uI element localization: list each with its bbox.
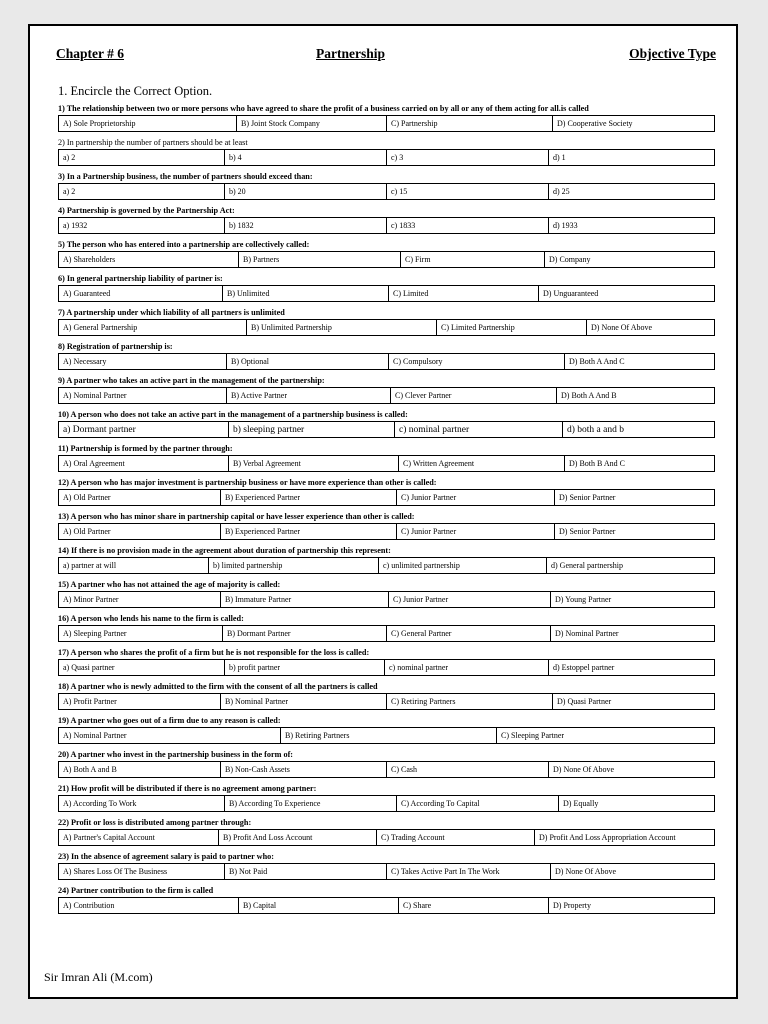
answer-option[interactable]: D) None Of Above <box>587 320 715 336</box>
question-text: 14) If there is no provision made in the agreement about duration of partnership this represent: <box>58 546 391 555</box>
options-row <box>58 557 715 574</box>
answer-option[interactable]: D) Nominal Partner <box>551 626 715 642</box>
answer-option[interactable]: A) Profit Partner <box>59 694 221 710</box>
question-text: 16) A person who lends his name to the firm is called: <box>58 614 244 623</box>
answer-option[interactable]: C) Partnership <box>387 116 553 132</box>
options-row <box>58 489 715 506</box>
question-text: 4) Partnership is governed by the Partnership Act: <box>58 206 235 215</box>
answer-option[interactable]: D) Senior Partner <box>555 524 715 540</box>
answer-option[interactable]: A) Nominal Partner <box>59 728 281 744</box>
answer-option[interactable]: A) Sleeping Partner <box>59 626 223 642</box>
question-text: 10) A person who does not take an active part in the management of a partnership business is called: <box>58 410 408 419</box>
answer-option[interactable]: B) Unlimited <box>223 286 389 302</box>
answer-option[interactable]: A) Guaranteed <box>59 286 223 302</box>
answer-option[interactable]: a) Dormant partner <box>59 422 229 438</box>
page-header <box>56 46 716 68</box>
question-text: 15) A partner who has not attained the age of majority is called: <box>58 580 281 589</box>
question-text: 8) Registration of partnership is: <box>58 342 173 351</box>
answer-option[interactable]: C) Takes Active Part In The Work <box>387 864 551 880</box>
options-row <box>58 795 715 812</box>
answer-option[interactable]: B) Experienced Partner <box>221 524 397 540</box>
section-instruction: 1. Encircle the Correct Option. <box>58 84 213 98</box>
answer-option[interactable]: D) Both B And C <box>565 456 715 472</box>
answer-option[interactable]: A) General Partnership <box>59 320 247 336</box>
answer-option[interactable]: c) nominal partner <box>385 660 549 676</box>
answer-option[interactable]: A) According To Work <box>59 796 225 812</box>
question-text: 7) A partnership under which liability of all partners is unlimited <box>58 308 285 317</box>
question-text: 12) A person who has major investment is partnership business or have more experience than other is called: <box>58 478 437 487</box>
answer-option[interactable]: b) profit partner <box>225 660 385 676</box>
answer-option[interactable]: D) Young Partner <box>551 592 715 608</box>
question-text: 9) A partner who takes an active part in the management of the partnership: <box>58 376 325 385</box>
answer-option[interactable]: a) partner at will <box>59 558 209 574</box>
answer-option[interactable]: B) According To Experience <box>225 796 397 812</box>
answer-option[interactable]: B) Experienced Partner <box>221 490 397 506</box>
options-row <box>58 455 715 472</box>
options-row <box>58 625 715 642</box>
answer-option[interactable]: B) Joint Stock Company <box>237 116 387 132</box>
question-text: 6) In general partnership liability of partner is: <box>58 274 223 283</box>
options-row <box>58 591 715 608</box>
answer-option[interactable]: b) 20 <box>225 184 387 200</box>
options-row <box>58 251 715 268</box>
answer-option[interactable]: D) None Of Above <box>551 864 715 880</box>
chapter-label: Chapter # 6 <box>56 46 125 61</box>
answer-option[interactable]: D) Both A And B <box>557 388 715 404</box>
answer-option[interactable]: D) Property <box>549 898 715 914</box>
options-row <box>58 217 715 234</box>
question-text: 18) A partner who is newly admitted to the firm with the consent of all the partners is called <box>58 682 378 691</box>
answer-option[interactable]: C) Retiring Partners <box>387 694 553 710</box>
question-type-label: Objective Type <box>629 46 716 61</box>
answer-option[interactable]: c) 15 <box>387 184 549 200</box>
answer-option[interactable]: A) Minor Partner <box>59 592 221 608</box>
answer-option[interactable]: a) Quasi partner <box>59 660 225 676</box>
answer-option[interactable]: B) Retiring Partners <box>281 728 497 744</box>
question-text: 17) A person who shares the profit of a firm but he is not responsible for the loss is called: <box>58 648 370 657</box>
answer-option[interactable]: C) Junior Partner <box>389 592 551 608</box>
answer-option[interactable]: C) Junior Partner <box>397 490 555 506</box>
answer-option[interactable]: d) 1 <box>549 150 715 166</box>
options-row <box>58 761 715 778</box>
answer-option[interactable]: C) Clever Partner <box>391 388 557 404</box>
author-footer: Sir Imran Ali (M.com) <box>44 970 153 984</box>
options-row <box>58 319 715 336</box>
options-row <box>58 523 715 540</box>
answer-option[interactable]: C) General Partner <box>387 626 551 642</box>
options-row <box>58 285 715 302</box>
question-text: 19) A partner who goes out of a firm due to any reason is called: <box>58 716 281 725</box>
answer-option[interactable]: A) Sole Proprietorship <box>59 116 237 132</box>
answer-option[interactable]: B) Non-Cash Assets <box>221 762 387 778</box>
question-text: 2) In partnership the number of partners should be at least <box>58 138 248 147</box>
answer-option[interactable]: D) Senior Partner <box>555 490 715 506</box>
options-row <box>58 353 715 370</box>
answer-option[interactable]: B) Verbal Agreement <box>229 456 399 472</box>
answer-option[interactable]: C) Firm <box>401 252 545 268</box>
answer-option[interactable]: b) 1832 <box>225 218 387 234</box>
answer-option[interactable]: c) 1833 <box>387 218 549 234</box>
question-text: 5) The person who has entered into a partnership are collectively called: <box>58 240 310 249</box>
answer-option[interactable]: D) Profit And Loss Appropriation Account <box>535 830 715 846</box>
question-text: 23) In the absence of agreement salary is paid to partner who: <box>58 852 274 861</box>
answer-option[interactable]: b) limited partnership <box>209 558 379 574</box>
answer-option[interactable]: B) Capital <box>239 898 399 914</box>
answer-option[interactable]: C) Share <box>399 898 549 914</box>
answer-option[interactable]: D) Equally <box>559 796 715 812</box>
answer-option[interactable]: D) Both A And C <box>565 354 715 370</box>
question-text: 11) Partnership is formed by the partner through: <box>58 444 233 453</box>
answer-option[interactable]: A) Old Partner <box>59 524 221 540</box>
question-text: 22) Profit or loss is distributed among partner through: <box>58 818 252 827</box>
answer-option[interactable]: B) Nominal Partner <box>221 694 387 710</box>
answer-option[interactable]: c) nominal partner <box>395 422 563 438</box>
answer-option[interactable]: A) Old Partner <box>59 490 221 506</box>
question-text: 20) A partner who invest in the partnership business in the form of: <box>58 750 294 759</box>
answer-option[interactable]: c) unlimited partnership <box>379 558 547 574</box>
answer-option[interactable]: B) Active Partner <box>227 388 391 404</box>
answer-option[interactable]: d) both a and b <box>563 422 715 438</box>
answer-option[interactable]: B) Not Paid <box>225 864 387 880</box>
answer-option[interactable]: a) 2 <box>59 184 225 200</box>
answer-option[interactable]: C) Limited Partnership <box>437 320 587 336</box>
options-row <box>58 115 715 132</box>
answer-option[interactable]: a) 2 <box>59 150 225 166</box>
answer-option[interactable]: b) sleeping partner <box>229 422 395 438</box>
answer-option[interactable]: D) Quasi Partner <box>553 694 715 710</box>
answer-option[interactable]: C) Trading Account <box>377 830 535 846</box>
answer-option[interactable]: B) Partners <box>239 252 401 268</box>
options-row <box>58 387 715 404</box>
answer-option[interactable]: A) Partner's Capital Account <box>59 830 219 846</box>
question-text: 3) In a Partnership business, the number of partners should exceed than: <box>58 172 313 181</box>
worksheet-page <box>28 24 738 999</box>
answer-option[interactable]: C) Sleeping Partner <box>497 728 715 744</box>
answer-option[interactable]: B) Immature Partner <box>221 592 389 608</box>
answer-option[interactable]: A) Shareholders <box>59 252 239 268</box>
answer-option[interactable]: C) Compulsory <box>389 354 565 370</box>
subject-title: Partnership <box>316 46 385 61</box>
answer-option[interactable]: D) None Of Above <box>549 762 715 778</box>
answer-option[interactable]: d) 25 <box>549 184 715 200</box>
options-row <box>58 149 715 166</box>
options-row <box>58 693 715 710</box>
question-list <box>58 104 716 920</box>
answer-option[interactable]: C) Written Agreement <box>399 456 565 472</box>
answer-option[interactable]: d) Estoppel partner <box>549 660 715 676</box>
options-row <box>58 897 715 914</box>
question-text: 13) A person who has minor share in partnership capital or have lesser experience than other is called: <box>58 512 415 521</box>
answer-option[interactable]: a) 1932 <box>59 218 225 234</box>
answer-option[interactable]: A) Nominal Partner <box>59 388 227 404</box>
question-text: 21) How profit will be distributed if there is no agreement among partner: <box>58 784 317 793</box>
answer-option[interactable]: A) Shares Loss Of The Business <box>59 864 225 880</box>
answer-option[interactable]: B) Optional <box>227 354 389 370</box>
answer-option[interactable]: B) Dormant Partner <box>223 626 387 642</box>
answer-option[interactable]: B) Profit And Loss Account <box>219 830 377 846</box>
options-row <box>58 421 715 438</box>
answer-option[interactable]: b) 4 <box>225 150 387 166</box>
question-text: 24) Partner contribution to the firm is called <box>58 886 214 895</box>
options-row <box>58 727 715 744</box>
answer-option[interactable]: A) Oral Agreement <box>59 456 229 472</box>
options-row <box>58 183 715 200</box>
answer-option[interactable]: A) Contribution <box>59 898 239 914</box>
answer-option[interactable]: D) Company <box>545 252 715 268</box>
question-text: 1) The relationship between two or more persons who have agreed to share the profit of a business carried on by all or any of them acting for all.is called <box>58 104 589 113</box>
answer-option[interactable]: C) Cash <box>387 762 549 778</box>
answer-option[interactable]: A) Necessary <box>59 354 227 370</box>
answer-option[interactable]: A) Both A and B <box>59 762 221 778</box>
answer-option[interactable]: D) Unguaranteed <box>539 286 715 302</box>
answer-option[interactable]: C) Junior Partner <box>397 524 555 540</box>
answer-option[interactable]: d) General partnership <box>547 558 715 574</box>
answer-option[interactable]: C) According To Capital <box>397 796 559 812</box>
answer-option[interactable]: c) 3 <box>387 150 549 166</box>
answer-option[interactable]: B) Unlimited Partnership <box>247 320 437 336</box>
answer-option[interactable]: C) Limited <box>389 286 539 302</box>
answer-option[interactable]: D) Cooperative Society <box>553 116 715 132</box>
answer-option[interactable]: d) 1933 <box>549 218 715 234</box>
options-row <box>58 829 715 846</box>
options-row <box>58 863 715 880</box>
options-row <box>58 659 715 676</box>
